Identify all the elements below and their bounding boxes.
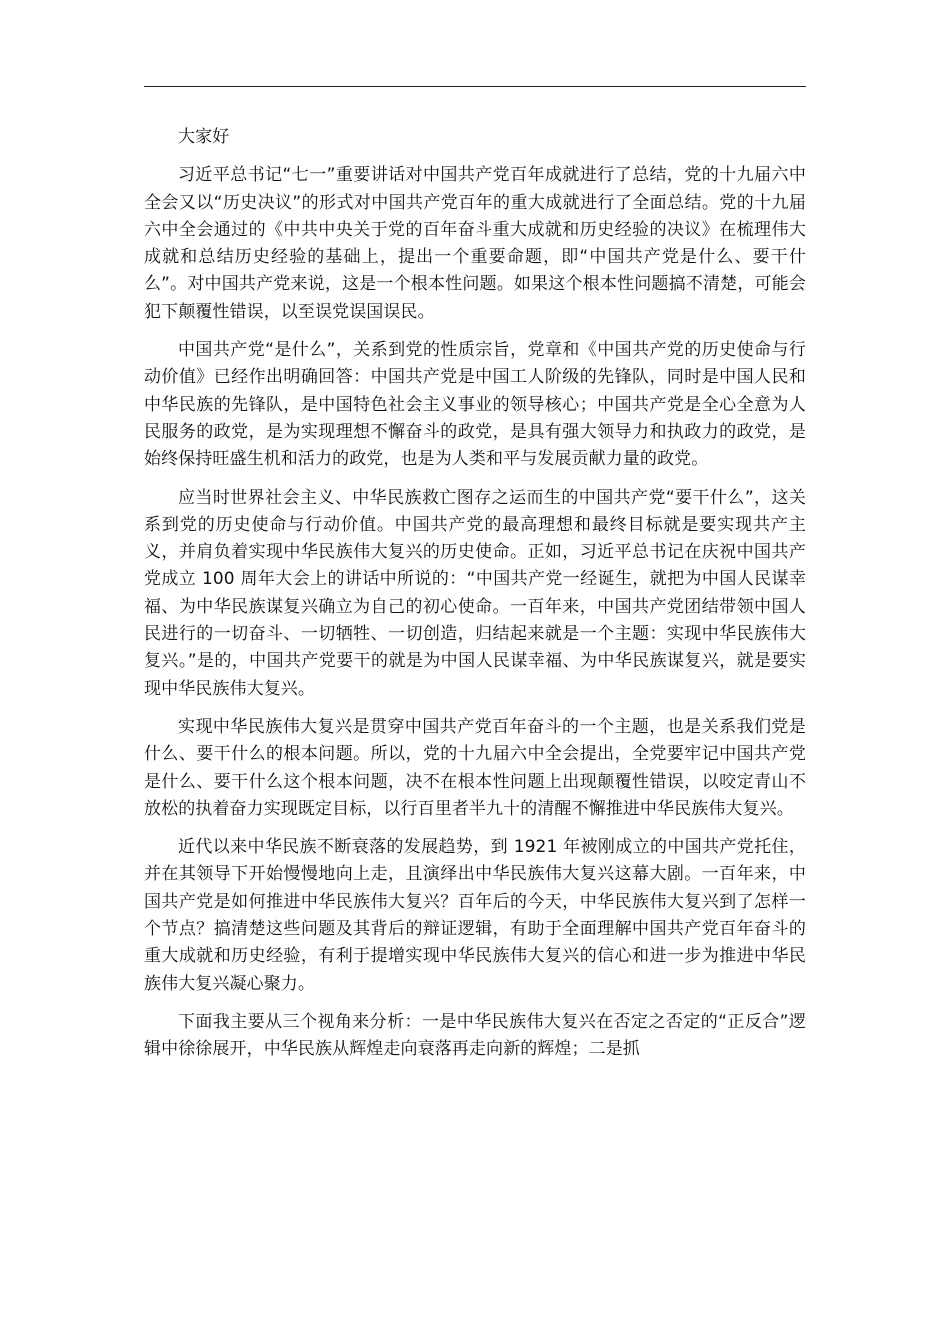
paragraph-what-is: 中国共产党“是什么”，关系到党的性质宗旨，党章和《中国共产党的历史使命与行动价值》已经作出明确回答：中国共产党是中国工人阶级的先锋队，同时是中国人民和中华民族的先锋队，是中国特色社会主义事业的领导核心；中国共产党是全心全意为人民服务的政党，是为实现理想不懈奋斗的政党，是具有强大领导力和执政力的政党，是始终保持旺盛生机和活力的政党，也是为人类和平与发展贡献力量的政党。 bbox=[144, 340, 806, 470]
paragraph-modern-history: 近代以来中华民族不断衰落的发展趋势，到 1921 年被刚成立的中国共产党托住，并在其领导下开始慢慢地向上走，且演绎出中华民族伟大复兴这幕大剧。一百年来，中国共产党是如何推进中华民族伟大复兴？百年后的今天，中华民族伟大复兴到了怎样一个节点？搞清楚这些问题及其背后的辩证逻辑，有助于全面理解中国共产党百年奋斗的重大成就和历史经验，有利于提增实现中华民族伟大复兴的信心和进一步为推进中华民族伟大复兴凝心聚力。 bbox=[144, 837, 806, 994]
paragraph-fundamental-issue: 实现中华民族伟大复兴是贯穿中国共产党百年奋斗的一个主题，也是关系我们党是什么、要干什么的根本问题。所以，党的十九届六中全会提出，全党要牢记中国共产党是什么、要干什么这个根本问题，决不在根本性问题上出现颠覆性错误，以咬定青山不放松的执着奋力实现既定目标，以行百里者半九十的清醒不懈推进中华民族伟大复兴。 bbox=[144, 716, 806, 819]
header-rule bbox=[144, 86, 806, 87]
paragraph-what-to-do: 应当时世界社会主义、中华民族救亡图存之运而生的中国共产党“要干什么”，这关系到党的历史使命与行动价值。中国共产党的最高理想和最终目标就是要实现共产主义，并肩负着实现中华民族伟大复兴的历史使命。正如，习近平总书记在庆祝中国共产党成立 100 周年大会上的讲话中所说的：“中国共产党一经诞生，就把为中国人民谋幸福、为中华民族谋复兴确立为自己的初心使命。一百年来，中国共产党团结带领中国人民进行的一切奋斗、一切牺牲、一切创造，归结起来就是一个主题：实现中华民族伟大复兴。”是的，中国共产党要干的就是为中国人民谋幸福、为中华民族谋复兴，就是要实现中华民族伟大复兴。 bbox=[144, 487, 806, 699]
document-body bbox=[144, 124, 806, 1075]
paragraph-intro: 习近平总书记“七一”重要讲话对中国共产党百年成就进行了总结，党的十九届六中全会又以“历史决议”的形式对中国共产党百年的重大成就进行了全面总结。党的十九届六中全会通过的《中共中央关于党的百年奋斗重大成就和历史经验的决议》在梳理伟大成就和总结历史经验的基础上，提出一个重要命题，即“中国共产党是什么、要干什么”。对中国共产党来说，这是一个根本性问题。如果这个根本性问题搞不清楚，可能会犯下颠覆性错误，以至误党误国误民。 bbox=[144, 165, 806, 322]
greeting-line: 大家好 bbox=[178, 127, 230, 147]
paragraph-three-perspectives: 下面我主要从三个视角来分析：一是中华民族伟大复兴在否定之否定的“正反合”逻辑中徐徐展开，中华民族从辉煌走向衰落再走向新的辉煌；二是抓 bbox=[144, 1011, 806, 1060]
